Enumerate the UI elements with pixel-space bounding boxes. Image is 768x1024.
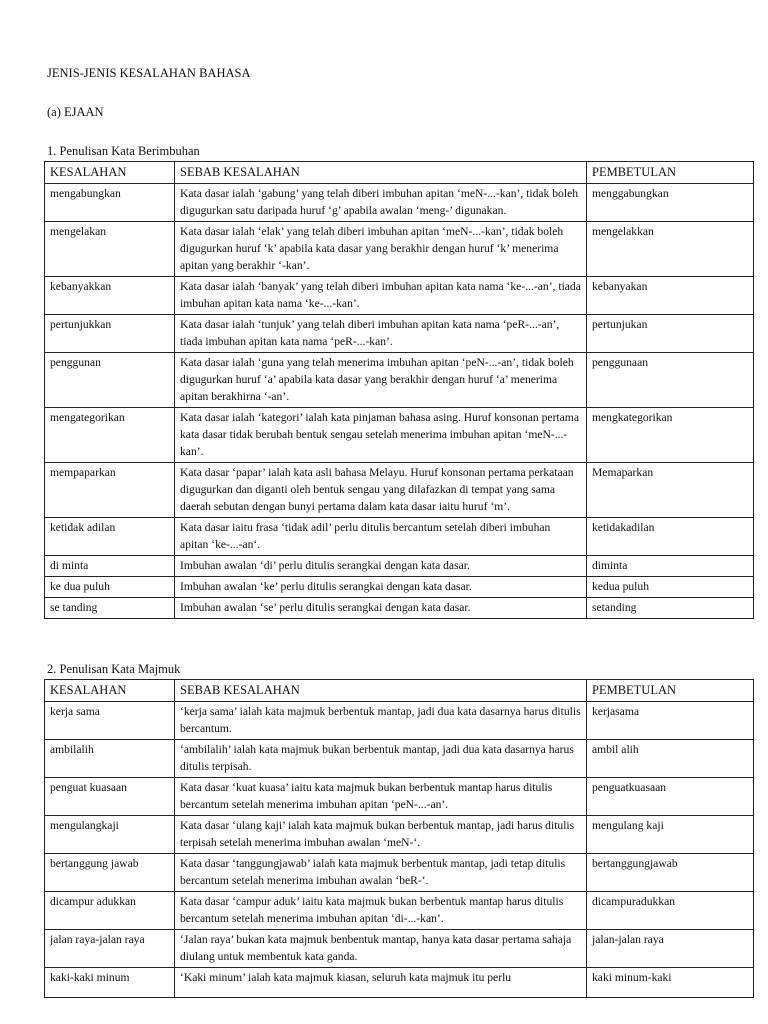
table-row xyxy=(45,184,754,222)
cell-fix: kedua puluh xyxy=(587,577,754,598)
cell-cause: ‘Kaki minum’ ialah kata majmuk kiasan, seluruh kata majmuk itu perlu xyxy=(175,968,587,998)
cell-cause: Kata dasar iaitu frasa ‘tidak adil’ perlu ditulis bercantum setelah diberi imbuhan apitan ‘ke-...-an‘. xyxy=(175,518,587,556)
table-row xyxy=(45,518,754,556)
cell-fix: Memaparkan xyxy=(587,463,754,518)
cell-error: ambilalih xyxy=(45,740,175,778)
cell-error: jalan raya-jalan raya xyxy=(45,930,175,968)
cell-error: di minta xyxy=(45,556,175,577)
cell-cause: Kata dasar ‘campur aduk’ iaitu kata majmuk bukan berbentuk mantap harus ditulis bercantum setelah menerima imbuhan apitan ‘di-...-kan’. xyxy=(175,892,587,930)
cell-fix: dicampuradukkan xyxy=(587,892,754,930)
cell-error: mengulangkaji xyxy=(45,816,175,854)
table-row xyxy=(45,463,754,518)
cell-error: se tanding xyxy=(45,598,175,619)
cell-fix: jalan-jalan raya xyxy=(587,930,754,968)
cell-error: penguat kuasaan xyxy=(45,778,175,816)
cell-fix: pertunjukan xyxy=(587,315,754,353)
cell-error: penggunan xyxy=(45,353,175,408)
cell-error: kerja sama xyxy=(45,702,175,740)
cell-cause: Imbuhan awalan ‘di’ perlu ditulis serangkai dengan kata dasar. xyxy=(175,556,587,577)
table-row xyxy=(45,598,754,619)
table-row xyxy=(45,277,754,315)
table-row xyxy=(45,854,754,892)
cell-fix: ketidakadilan xyxy=(587,518,754,556)
cell-cause: ‘ambilalih’ ialah kata majmuk bukan berbentuk mantap, jadi dua kata dasarnya harus ditulis terpisah. xyxy=(175,740,587,778)
table-row xyxy=(45,408,754,463)
table-row xyxy=(45,577,754,598)
cell-cause: Imbuhan awalan ‘ke’ perlu ditulis serangkai dengan kata dasar. xyxy=(175,577,587,598)
cell-cause: Kata dasar ialah ‘guna yang telah menerima imbuhan apitan ‘peN-...-an’, tidak boleh digugurkan huruf ‘a’ apabila kata dasar yang berakhir dengan huruf ‘a’ menerima apitan berakhirna ‘-an’. xyxy=(175,353,587,408)
cell-error: ketidak adilan xyxy=(45,518,175,556)
cell-cause: Kata dasar ialah ‘kategori’ ialah kata pinjaman bahasa asing. Huruf konsonan pertama kata dasar tidak berubah bentuk sengau setelah menerima imbuhan apitan ‘meN-...-kan’. xyxy=(175,408,587,463)
column-header-fix: PEMBETULAN xyxy=(587,680,754,702)
cell-fix: mengelakkan xyxy=(587,222,754,277)
part1-heading: 1. Penulisan Kata Berimbuhan xyxy=(47,144,200,158)
cell-error: dicampur adukkan xyxy=(45,892,175,930)
table-header-row xyxy=(45,162,754,184)
table-kata-berimbuhan xyxy=(44,161,754,619)
table-row xyxy=(45,816,754,854)
part2-heading: 2. Penulisan Kata Majmuk xyxy=(47,662,181,676)
cell-fix: kebanyakan xyxy=(587,277,754,315)
cell-fix: ambil alih xyxy=(587,740,754,778)
cell-cause: Kata dasar ialah ‘elak’ yang telah diberi imbuhan apitan ‘meN-...-kan’, tidak boleh digugurkan huruf ‘k’ apabila kata dasar yang berakhir dengan huruf ‘k’ menerima apitan yang berakhir ‘-kan’. xyxy=(175,222,587,277)
cell-error: pertunjukkan xyxy=(45,315,175,353)
table-row xyxy=(45,968,754,998)
cell-fix: setanding xyxy=(587,598,754,619)
cell-error: mengabungkan xyxy=(45,184,175,222)
cell-fix: mengkategorikan xyxy=(587,408,754,463)
column-header-error: KESALAHAN xyxy=(45,162,175,184)
table-row xyxy=(45,702,754,740)
cell-cause: Kata dasar ialah ‘banyak’ yang telah diberi imbuhan apitan kata nama ‘ke-...-an’, tiada imbuhan apitan kata nama ‘ke-...-kan’. xyxy=(175,277,587,315)
table-row xyxy=(45,353,754,408)
column-header-error: KESALAHAN xyxy=(45,680,175,702)
cell-error: ke dua puluh xyxy=(45,577,175,598)
table-row xyxy=(45,222,754,277)
cell-cause: ‘kerja sama’ ialah kata majmuk berbentuk mantap, jadi dua kata dasarnya harus ditulis bercantum. xyxy=(175,702,587,740)
cell-error: mengategorikan xyxy=(45,408,175,463)
cell-fix: penguatkuasaan xyxy=(587,778,754,816)
cell-error: mempaparkan xyxy=(45,463,175,518)
cell-cause: ‘Jalan raya’ bukan kata majmuk benbentuk mantap, hanya kata dasar pertama sahaja diulang untuk membentuk kata ganda. xyxy=(175,930,587,968)
section-heading: (a) EJAAN xyxy=(47,105,104,119)
cell-error: kaki-kaki minum xyxy=(45,968,175,998)
cell-fix: bertanggungjawab xyxy=(587,854,754,892)
table-row xyxy=(45,778,754,816)
cell-fix: mengulang kaji xyxy=(587,816,754,854)
table-row xyxy=(45,556,754,577)
cell-error: bertanggung jawab xyxy=(45,854,175,892)
cell-fix: kerjasama xyxy=(587,702,754,740)
column-header-cause: SEBAB KESALAHAN xyxy=(175,162,587,184)
column-header-fix: PEMBETULAN xyxy=(587,162,754,184)
cell-cause: Kata dasar ‘papar’ ialah kata asli bahasa Melayu. Huruf konsonan pertama perkataan digugurkan dan diganti oleh bentuk sengau yang dilafazkan di tempat yang sama daerah sebutan dengan bunyi pertama dalam kata dasar iaitu huruf ‘m’. xyxy=(175,463,587,518)
table-row xyxy=(45,930,754,968)
cell-error: kebanyakkan xyxy=(45,277,175,315)
cell-cause: Kata dasar ‘tanggungjawab’ ialah kata majmuk berbentuk mantap, jadi tetap ditulis bercantum setelah menerima imbuhan awalan ‘beR-‘. xyxy=(175,854,587,892)
cell-fix: diminta xyxy=(587,556,754,577)
cell-fix: menggabungkan xyxy=(587,184,754,222)
table-row xyxy=(45,740,754,778)
table-kata-majmuk xyxy=(44,679,754,998)
table-header-row xyxy=(45,680,754,702)
cell-fix: penggunaan xyxy=(587,353,754,408)
cell-cause: Imbuhan awalan ‘se’ perlu ditulis serangkai dengan kata dasar. xyxy=(175,598,587,619)
table-row xyxy=(45,315,754,353)
cell-cause: Kata dasar ‘ulang kaji’ ialah kata majmuk bukan berbentuk mantap, jadi harus ditulis terpisah setelah menerima imbuhan awalan ‘meN-‘. xyxy=(175,816,587,854)
cell-cause: Kata dasar ‘kuat kuasa’ iaitu kata majmuk bukan berbentuk mantap harus ditulis bercantum setelah menerima imbuhan apitan ‘peN-...-an’. xyxy=(175,778,587,816)
cell-error: mengelakan xyxy=(45,222,175,277)
cell-cause: Kata dasar ialah ‘tunjuk’ yang telah diberi imbuhan apitan kata nama ‘peR-...-an’, tiada imbuhan apitan kata nama ‘peR-...-kan’. xyxy=(175,315,587,353)
cell-fix: kaki minum-kaki xyxy=(587,968,754,998)
document-title: JENIS-JENIS KESALAHAN BAHASA xyxy=(47,66,251,80)
column-header-cause: SEBAB KESALAHAN xyxy=(175,680,587,702)
cell-cause: Kata dasar ialah ‘gabung’ yang telah diberi imbuhan apitan ‘meN-...-kan’, tidak boleh digugurkan satu daripada huruf ‘g’ apabila awalan ‘meng-’ digunakan. xyxy=(175,184,587,222)
table-row xyxy=(45,892,754,930)
